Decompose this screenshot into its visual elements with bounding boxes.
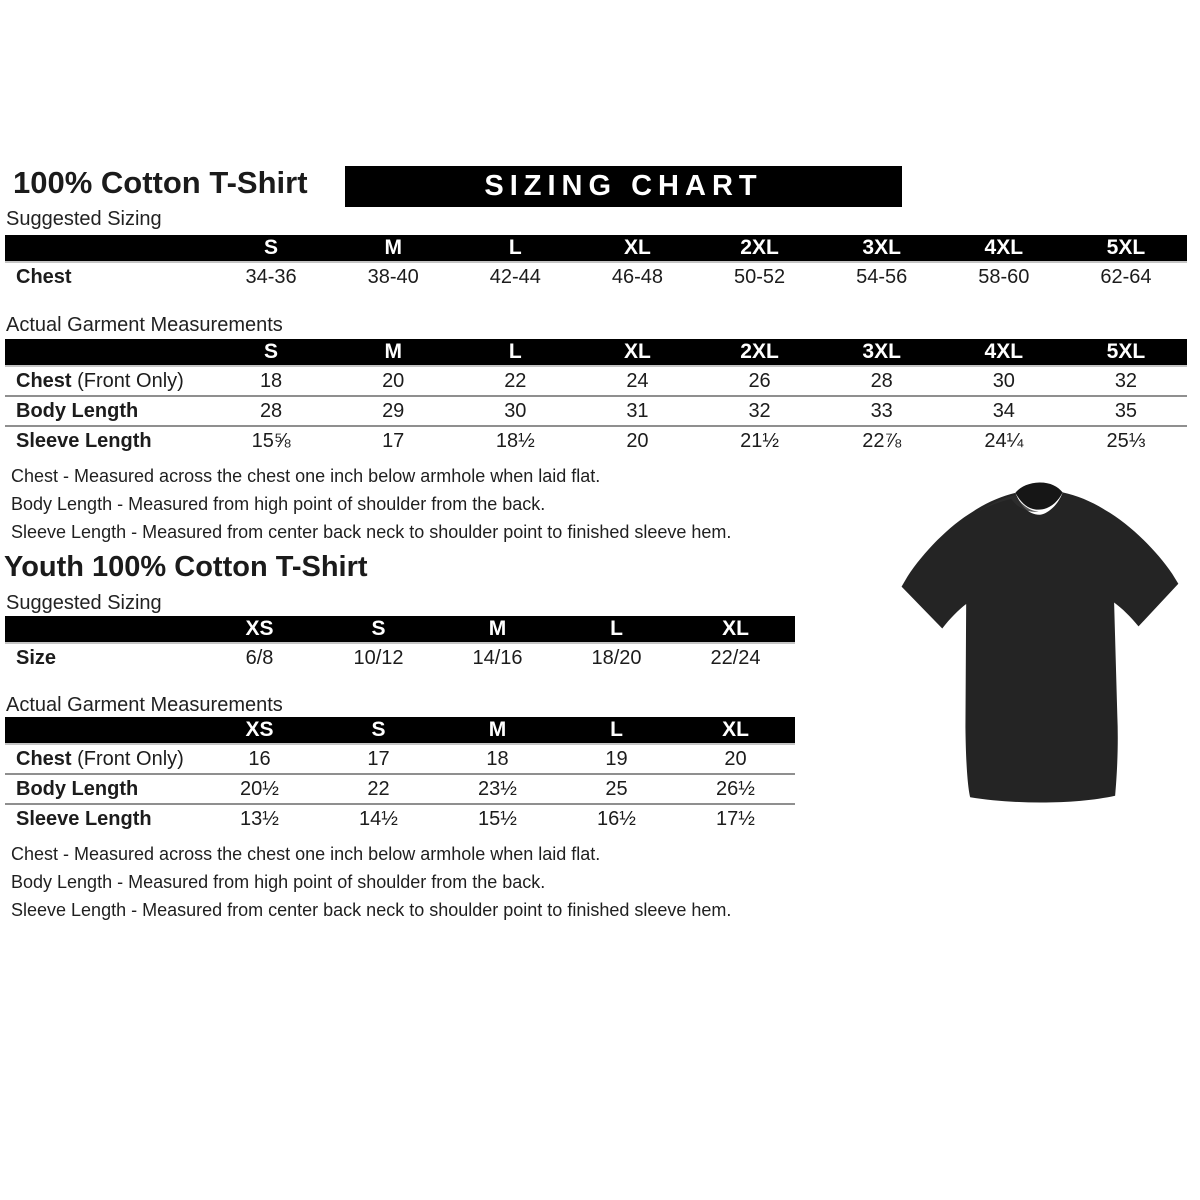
measurement-value: 18 <box>486 747 509 770</box>
measurement-value: 42-44 <box>489 266 541 288</box>
measurement-value: 20 <box>724 747 747 770</box>
measurement-value: 16½ <box>597 808 636 830</box>
row-label: Chest (Front Only) <box>16 747 184 770</box>
table-row <box>5 774 795 804</box>
size-column-header: XL <box>676 616 795 643</box>
measurement-value: 25⅓ <box>1106 430 1146 452</box>
row-label: Chest <box>16 266 72 288</box>
measurement-value: 21½ <box>740 430 780 452</box>
adult-section-title: 100% Cotton T-Shirt <box>13 165 308 200</box>
youth-note-line: Sleeve Length - Measured from center back neck to shoulder point to finished sleeve hem. <box>11 900 732 920</box>
measurement-value: 16 <box>248 747 271 770</box>
table-row <box>5 396 1187 426</box>
measurement-value: 32 <box>1114 369 1138 392</box>
row-label: Body Length <box>16 399 139 422</box>
youth-suggested-sizing-table <box>5 616 795 673</box>
size-column-header: 3XL <box>821 235 943 262</box>
size-column-header: 2XL <box>699 339 821 366</box>
measurement-value: 18½ <box>495 430 535 452</box>
measurement-value: 28 <box>259 399 283 422</box>
size-column-header: 5XL <box>1065 339 1187 366</box>
measurement-value: 19 <box>605 747 628 770</box>
measurement-value: 46-48 <box>611 266 664 288</box>
measurement-value: 17½ <box>716 808 755 830</box>
row-label: Chest (Front Only) <box>16 369 184 392</box>
measurement-value: 28 <box>870 369 893 392</box>
table-row <box>5 366 1187 396</box>
size-column-header: XS <box>200 616 319 643</box>
measurement-value: 22⅞ <box>862 430 902 452</box>
size-column-header: M <box>332 235 454 262</box>
size-column-header: 4XL <box>943 339 1065 366</box>
table-row <box>5 262 1187 292</box>
measurement-value: 22 <box>504 369 527 392</box>
measurement-value: 62-64 <box>1100 266 1152 288</box>
measurement-value: 24¼ <box>984 430 1024 452</box>
size-column-header: L <box>557 717 676 744</box>
size-header-spacer <box>5 235 210 262</box>
youth-suggested-sizing-label: Suggested Sizing <box>6 592 162 614</box>
size-column-header: L <box>454 339 576 366</box>
size-header-spacer <box>5 717 200 744</box>
youth-note-line: Body Length - Measured from high point of shoulder from the back. <box>11 872 546 892</box>
measurement-value: 17 <box>382 430 405 452</box>
youth-actual-measurements-table <box>5 717 795 834</box>
size-header-spacer <box>5 339 210 366</box>
measurement-value: 30 <box>992 369 1015 392</box>
measurement-value: 50-52 <box>733 266 786 288</box>
measurement-value: 34-36 <box>245 266 297 288</box>
measurement-value: 22/24 <box>710 647 761 669</box>
measurement-value: 14/16 <box>472 647 523 669</box>
measurement-value: 35 <box>1114 399 1138 422</box>
adult-note-line: Chest - Measured across the chest one inch below armhole when laid flat. <box>11 466 601 486</box>
measurement-value: 26½ <box>716 777 755 800</box>
size-column-header: M <box>438 616 557 643</box>
adult-suggested-sizing-table <box>5 235 1187 292</box>
size-column-header: S <box>319 616 438 643</box>
size-column-header: S <box>319 717 438 744</box>
measurement-value: 23½ <box>478 777 517 800</box>
table-row <box>5 643 795 673</box>
measurement-value: 6/8 <box>245 647 274 669</box>
measurement-value: 17 <box>367 747 390 770</box>
adult-note-line: Body Length - Measured from high point of shoulder from the back. <box>11 494 546 514</box>
size-column-header: S <box>210 339 332 366</box>
size-column-header: XL <box>676 717 795 744</box>
measurement-value: 31 <box>626 399 649 422</box>
size-column-header: XS <box>200 717 319 744</box>
tshirt-body-shape <box>901 491 1181 804</box>
size-column-header: 3XL <box>821 339 943 366</box>
measurement-value: 38-40 <box>367 266 419 288</box>
measurement-value: 14½ <box>359 808 398 830</box>
adult-actual-measurements-label: Actual Garment Measurements <box>6 314 283 336</box>
measurement-value: 25 <box>605 777 628 800</box>
measurement-value: 58-60 <box>978 266 1030 288</box>
measurement-value: 15⅝ <box>251 430 291 452</box>
table-row <box>5 804 795 834</box>
row-label: Sleeve Length <box>16 808 152 830</box>
sizing-chart-banner: SIZING CHART <box>345 166 902 207</box>
table-row <box>5 744 795 774</box>
youth-note-line: Chest - Measured across the chest one inch below armhole when laid flat. <box>11 844 601 864</box>
measurement-value: 34 <box>992 399 1015 422</box>
measurement-value: 20 <box>382 369 405 392</box>
measurement-value: 15½ <box>478 808 517 830</box>
table-row <box>5 426 1187 456</box>
measurement-value: 26 <box>748 369 771 392</box>
size-column-header: 5XL <box>1065 235 1187 262</box>
adult-note-line: Sleeve Length - Measured from center back neck to shoulder point to finished sleeve hem. <box>11 522 732 542</box>
size-column-header: XL <box>576 235 698 262</box>
row-label: Body Length <box>16 777 139 800</box>
measurement-value: 13½ <box>240 808 279 830</box>
size-column-header: 2XL <box>699 235 821 262</box>
measurement-value: 33 <box>870 399 893 422</box>
size-column-header: XL <box>576 339 698 366</box>
youth-actual-measurements-label: Actual Garment Measurements <box>6 694 283 716</box>
row-label: Size <box>16 647 57 669</box>
measurement-value: 24 <box>626 369 649 392</box>
measurement-value: 10/12 <box>353 647 404 669</box>
row-label: Sleeve Length <box>16 430 152 452</box>
measurement-value: 20 <box>626 430 649 452</box>
adult-measurement-notes <box>11 462 731 546</box>
measurement-value: 18/20 <box>591 647 642 669</box>
measurement-value: 29 <box>382 399 405 422</box>
size-column-header: 4XL <box>943 235 1065 262</box>
black-tshirt-image <box>882 461 1198 814</box>
size-column-header: S <box>210 235 332 262</box>
measurement-value: 54-56 <box>856 266 908 288</box>
size-header-spacer <box>5 616 200 643</box>
measurement-value: 18 <box>259 369 283 392</box>
measurement-value: 30 <box>504 399 527 422</box>
measurement-value: 32 <box>748 399 771 422</box>
size-column-header: M <box>332 339 454 366</box>
adult-actual-measurements-table <box>5 339 1187 456</box>
size-column-header: L <box>454 235 576 262</box>
youth-section-title: Youth 100% Cotton T-Shirt <box>4 551 368 583</box>
youth-measurement-notes <box>11 840 731 924</box>
size-column-header: L <box>557 616 676 643</box>
adult-suggested-sizing-label: Suggested Sizing <box>6 208 162 230</box>
measurement-value: 20½ <box>240 777 279 800</box>
measurement-value: 22 <box>367 777 390 800</box>
size-column-header: M <box>438 717 557 744</box>
